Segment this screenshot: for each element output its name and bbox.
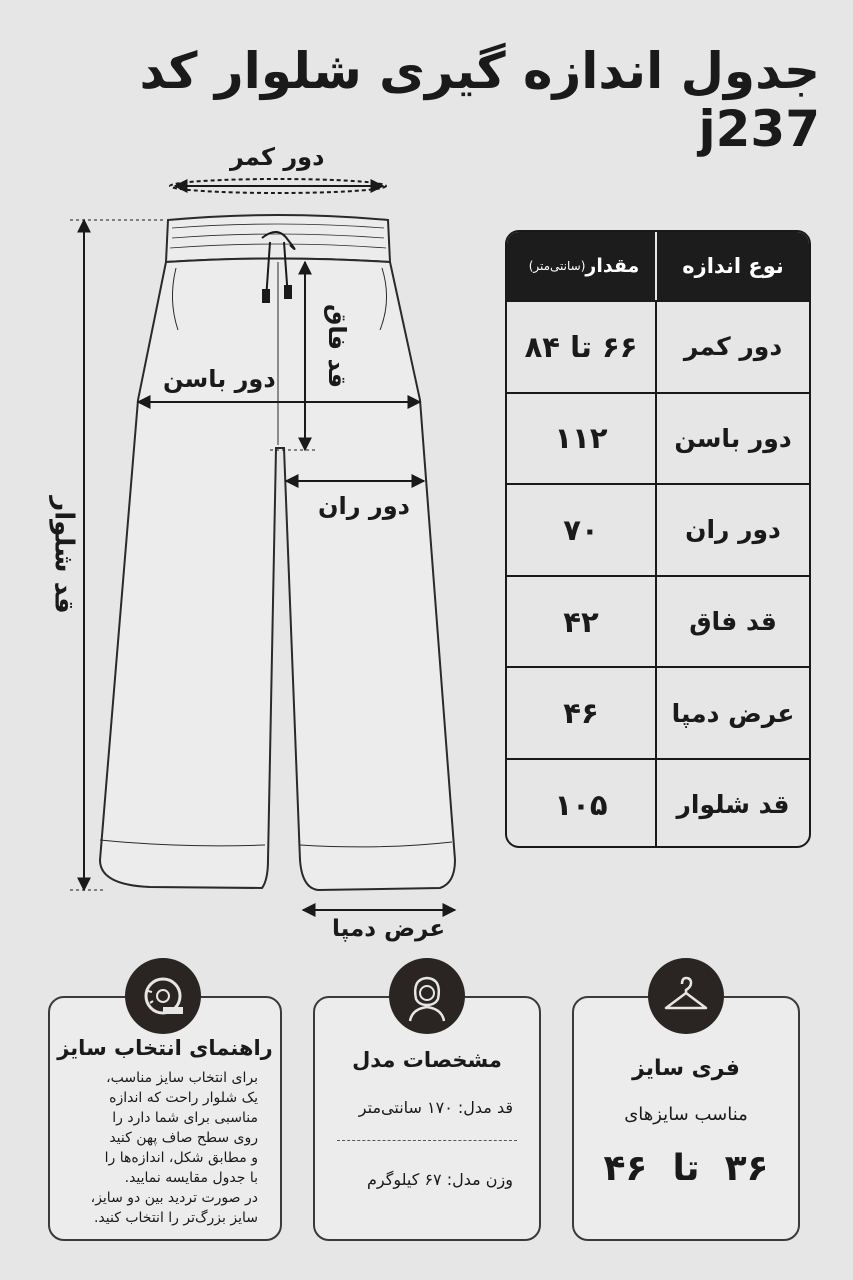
header-value: مقدار (سانتی‌متر) — [507, 232, 657, 300]
table-row — [507, 392, 809, 484]
row-value: ۴۲ — [507, 577, 657, 667]
free-size-subtitle: مناسب سایزهای — [624, 1104, 748, 1125]
model-specs-title: مشخصات مدل — [352, 1048, 502, 1072]
row-value: ۱۰۵ — [507, 760, 657, 848]
header-type: نوع اندازه — [682, 254, 784, 278]
waist-label: دور کمر — [230, 143, 325, 171]
row-type: دور باسن — [674, 423, 792, 453]
size-guide-text: برای انتخاب سایز مناسب، یک شلوار راحت که اندازه مناسبی برای شما دارد را روی سطح صاف پهن کنید و مطابق شکل، اندازه‌ها را با جدول مقایسه نمایید. در صورت تردید بین دو سایز، سایز بزرگ‌تر را انتخاب کنید. — [90, 1070, 258, 1226]
row-value: ۱۱۲ — [507, 394, 657, 484]
hip-label: دور باسن — [163, 365, 276, 393]
table-row — [507, 483, 809, 575]
row-value: ۷۰ — [507, 485, 657, 575]
row-value: ۴۶ — [507, 668, 657, 758]
waist-measure-line — [170, 179, 386, 193]
model-height: قد مدل: ۱۷۰ سانتی‌متر — [358, 1098, 513, 1117]
size-guide-title: راهنمای انتخاب سایز — [57, 1036, 273, 1060]
table-header — [507, 232, 809, 300]
woman-avatar-icon — [389, 958, 465, 1034]
row-type: عرض دمپا — [671, 698, 795, 728]
thigh-label: دور ران — [318, 492, 410, 520]
pants-legs — [100, 259, 455, 891]
page-title: جدول اندازه گیری شلوار کد j237 — [139, 42, 820, 158]
card-divider — [337, 1140, 517, 1141]
pants-waistband — [166, 215, 390, 262]
free-size-title: فری سایز — [632, 1056, 740, 1081]
table-row — [507, 300, 809, 392]
table-row — [507, 666, 809, 758]
measuring-tape-icon — [125, 958, 201, 1034]
rise-label: قد فاق — [323, 303, 352, 389]
row-value: ۶۶ تا ۸۴ — [507, 302, 657, 392]
hem-label: عرض دمپا — [332, 916, 446, 942]
row-type: قد شلوار — [676, 790, 790, 820]
row-type: دور ران — [685, 515, 781, 545]
row-type: قد فاق — [689, 607, 777, 637]
table-row — [507, 575, 809, 667]
hanger-icon — [648, 958, 724, 1034]
pants-diagram — [60, 150, 500, 950]
table-row — [507, 758, 809, 848]
header-unit: (سانتی‌متر) — [528, 259, 586, 273]
row-type: دور کمر — [683, 332, 783, 362]
size-table — [505, 230, 811, 848]
model-weight: وزن مدل: ۶۷ کیلوگرم — [367, 1170, 513, 1189]
free-size-range: ۳۶ تا ۴۶ — [603, 1148, 769, 1189]
length-label: قد شلوار — [48, 496, 79, 614]
